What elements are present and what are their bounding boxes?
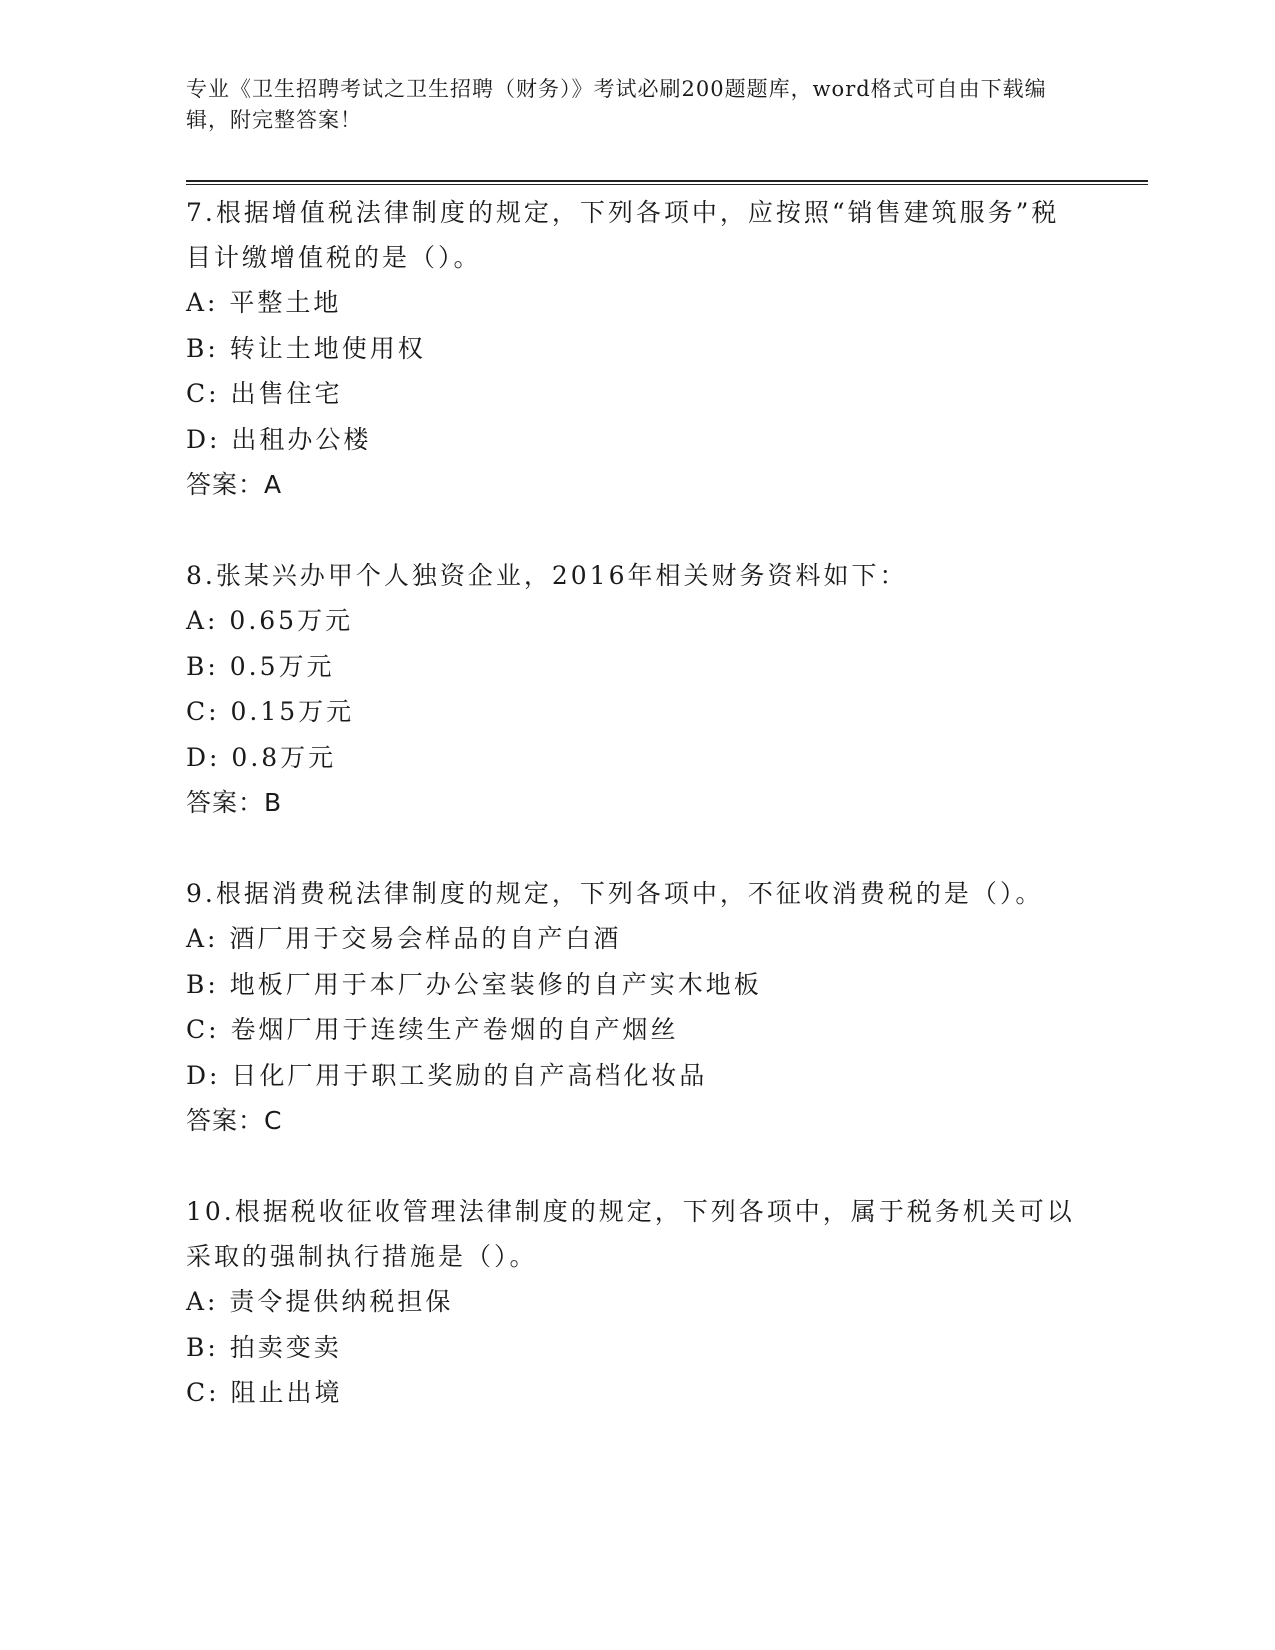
option-c: C: 阻止出境 bbox=[186, 1378, 343, 1407]
header-divider-thick bbox=[186, 180, 1148, 182]
option-a: A: 0.65万元 bbox=[186, 606, 354, 635]
option-c: C: 出售住宅 bbox=[186, 379, 343, 408]
option-b: B: 地板厂用于本厂办公室装修的自产实木地板 bbox=[186, 969, 762, 999]
header-divider-thin bbox=[186, 184, 1148, 185]
option-a: A: 责令提供纳税担保 bbox=[186, 1287, 454, 1316]
option-d: D: 日化厂用于职工奖励的自产高档化妆品 bbox=[186, 1060, 708, 1090]
question-text: 10.根据税收征收管理法律制度的规定，下列各项中，属于税务机关可以采取的强制执行措施是（）。 bbox=[186, 1197, 1075, 1271]
question-text: 7.根据增值税法律制度的规定，下列各项中，应按照“销售建筑服务”税目计缴增值税的是（）。 bbox=[186, 198, 1060, 272]
option-a: A: 酒厂用于交易会样品的自产白酒 bbox=[186, 924, 622, 953]
option-b: B: 转让土地使用权 bbox=[186, 333, 426, 363]
option-d: D: 出租办公楼 bbox=[186, 424, 372, 454]
question-7 bbox=[186, 190, 1086, 507]
answer-line: 答案：A bbox=[186, 470, 283, 499]
document-header: 专业《卫生招聘考试之卫生招聘（财务）》考试必刷200题题库，word格式可自由下载编辑，附完整答案！ bbox=[186, 77, 1047, 132]
question-list bbox=[186, 190, 1086, 1462]
option-b: B: 0.5万元 bbox=[186, 651, 335, 681]
question-8 bbox=[186, 553, 1086, 825]
question-text: 8.张某兴办甲个人独资企业，2016年相关财务资料如下： bbox=[186, 561, 908, 590]
answer-line: 答案：C bbox=[186, 1106, 283, 1135]
answer-line: 答案：B bbox=[186, 788, 283, 817]
option-c: C: 0.15万元 bbox=[186, 697, 355, 726]
option-c: C: 卷烟厂用于连续生产卷烟的自产烟丝 bbox=[186, 1015, 679, 1044]
option-b: B: 拍卖变卖 bbox=[186, 1332, 342, 1362]
question-text: 9.根据消费税法律制度的规定，下列各项中，不征收消费税的是（）。 bbox=[186, 879, 1044, 908]
question-10 bbox=[186, 1189, 1086, 1416]
option-a: A: 平整土地 bbox=[186, 288, 342, 317]
option-d: D: 0.8万元 bbox=[186, 742, 337, 772]
question-9 bbox=[186, 871, 1086, 1143]
